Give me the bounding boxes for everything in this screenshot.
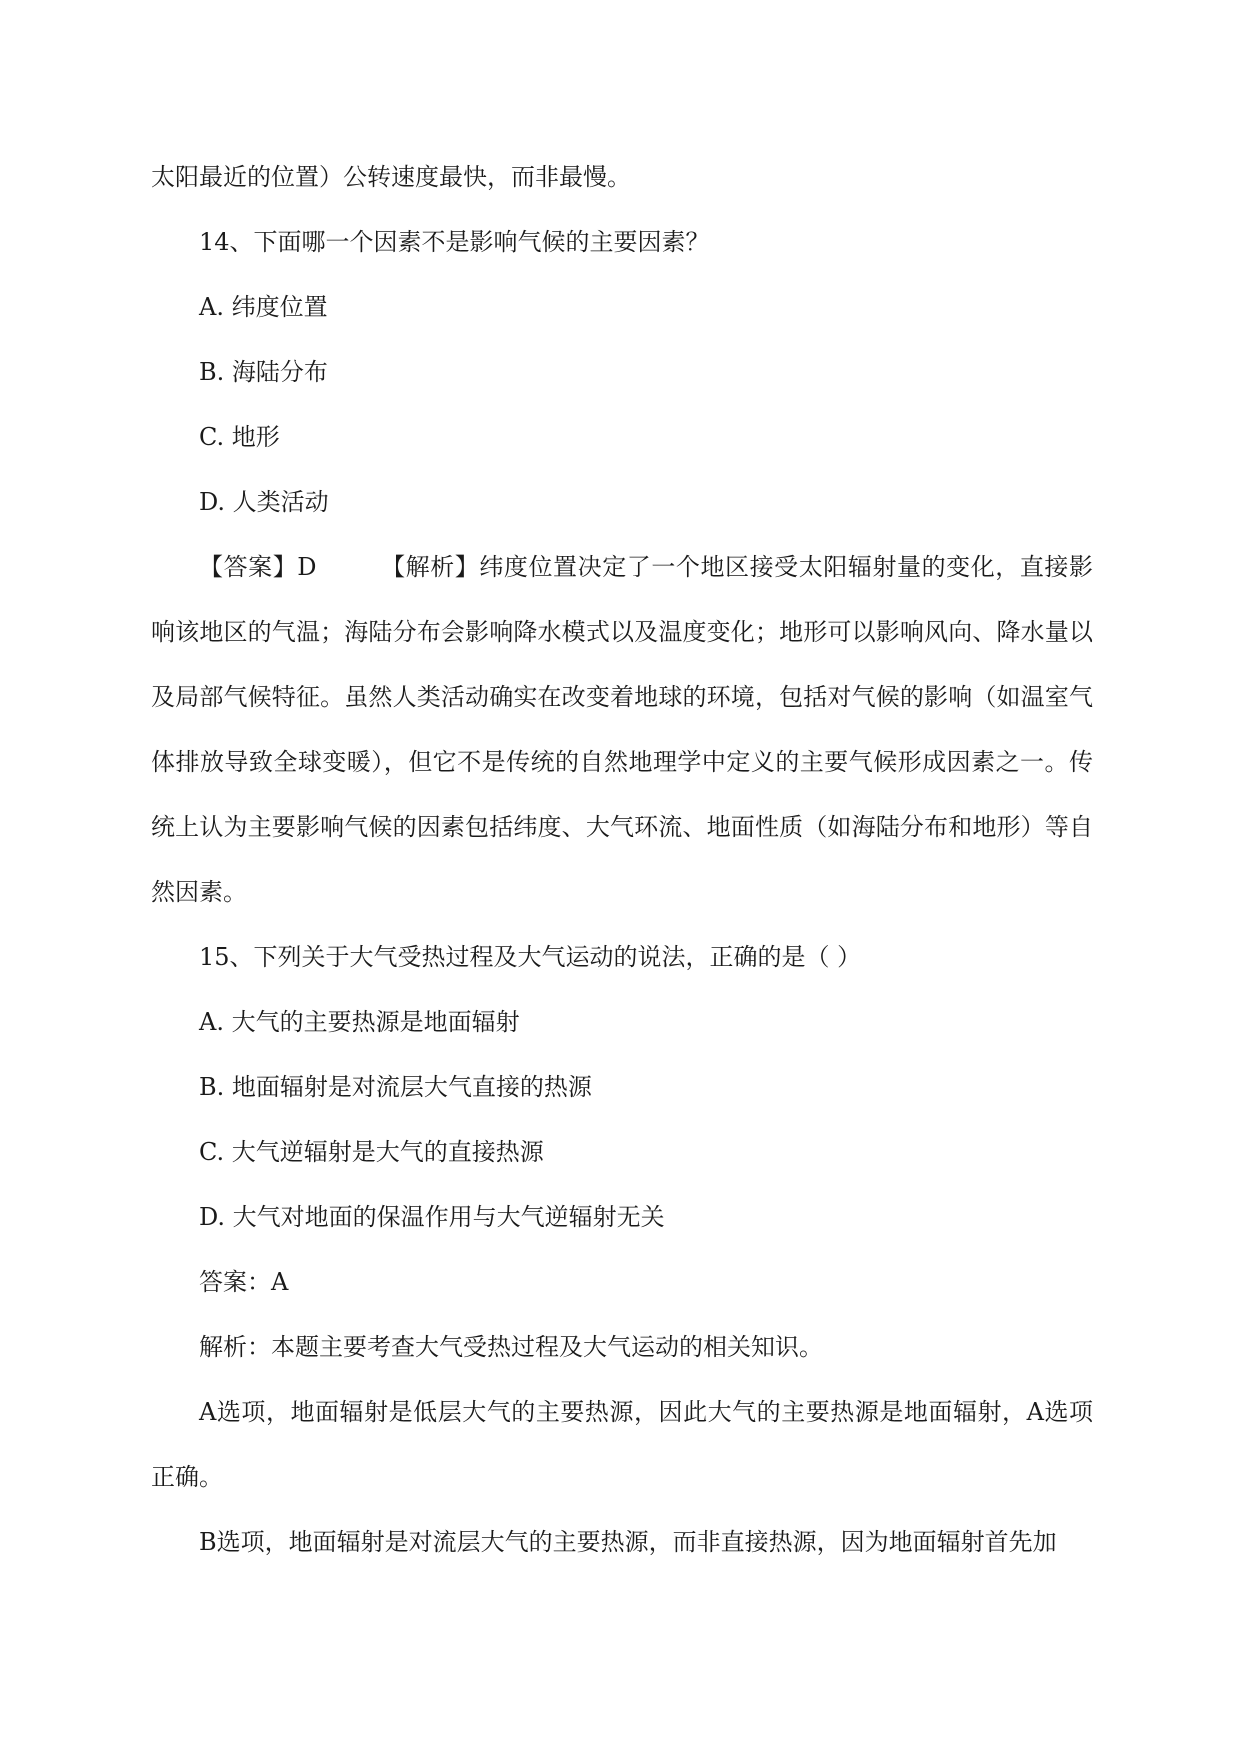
question-15-analysis: 解析：本题主要考查大气受热过程及大气运动的相关知识。 xyxy=(199,1333,823,1361)
question-14: 14、下面哪一个因素不是影响气候的主要因素？ xyxy=(199,228,710,256)
question-15: 15、下列关于大气受热过程及大气运动的说法，正确的是（ ） xyxy=(199,943,862,971)
question-14-option-d: D. 人类活动 xyxy=(199,488,329,516)
question-15-analysis-b: B选项，地面辐射是对流层大气的主要热源，而非直接热源，因为地面辐射首先加 xyxy=(199,1528,1057,1556)
answer-analysis: 【解析】纬度位置决定了一个地区接受太阳辐射量的变化，直接影响该地区的气温；海陆分布会影响降水模式以及温度变化；地形可以影响风向、降水量以及局部气候特征。虽然人类活动确实在改变着地球的环境，包括对气候的影响（如温室气体排放导致全球变暖），但它不是传统的自然地理学中定义的主要气候形成因素之一。传统上认为主要影响气候的因素包括纬度、大气环流、地面性质（如海陆分布和地形）等自然因素。 xyxy=(151,553,1093,906)
answer-label: 【答案】D xyxy=(199,553,317,581)
question-14-answer xyxy=(151,535,1093,925)
question-15-option-d: D. 大气对地面的保温作用与大气逆辐射无关 xyxy=(199,1203,665,1231)
question-15-option-a: A. 大气的主要热源是地面辐射 xyxy=(199,1008,520,1036)
question-15-analysis-a: A选项，地面辐射是低层大气的主要热源，因此大气的主要热源是地面辐射，A选项正确。 xyxy=(151,1398,1093,1491)
question-14-option-a: A. 纬度位置 xyxy=(199,293,328,321)
question-15-option-c: C. 大气逆辐射是大气的直接热源 xyxy=(199,1138,544,1166)
question-14-option-c: C. 地形 xyxy=(199,423,280,451)
question-15-answer: 答案：A xyxy=(199,1268,289,1296)
question-15-option-b: B. 地面辐射是对流层大气直接的热源 xyxy=(199,1073,592,1101)
question-14-option-b: B. 海陆分布 xyxy=(199,358,328,386)
document-body xyxy=(151,145,1093,1575)
paragraph-continuation: 太阳最近的位置）公转速度最快，而非最慢。 xyxy=(151,163,631,191)
